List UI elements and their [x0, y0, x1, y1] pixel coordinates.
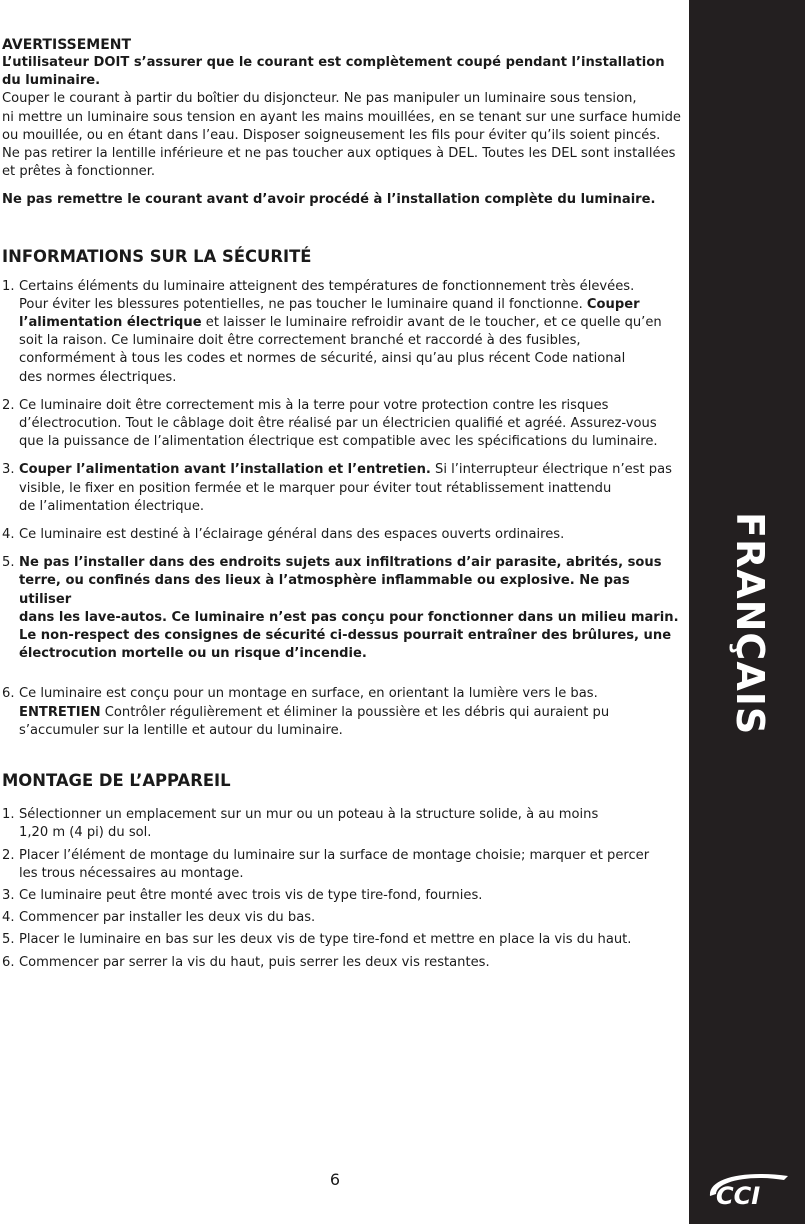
mounting-list	[2, 806, 686, 972]
page-number: 6	[329, 1170, 341, 1189]
warning-body-line: ou mouillée, ou en étant dans l’eau. Disposer soigneusement les fils pour éviter qu’ils soient pincés.	[2, 127, 661, 143]
warning-subtitle-line1: L’utilisateur DOIT s’assurer que le courant est complètement coupé pendant l’installation	[2, 55, 665, 70]
mounting-item-5: 5. Placer le luminaire en bas sur les deux vis de type tire-fond et mettre en place la vis du haut.	[2, 932, 632, 948]
warning-subtitle-line2: du luminaire.	[2, 73, 101, 89]
safety-item-6: 6. Ce luminaire est conçu pour un montage en surface, en orientant la lumière vers le bas. ENTRETIEN Contrôler régulièrement et éliminer la poussière et les débris qui auraient pu s’accumuler sur la lentille et autour du luminaire.	[2, 686, 610, 738]
safety-item-4: 4. Ce luminaire est destiné à l’éclairage général dans des espaces ouverts ordinaires.	[2, 527, 565, 543]
mounting-item-4: 4. Commencer par installer les deux vis du bas.	[2, 910, 316, 926]
warning-body-line: Ne pas retirer la lentille inférieure et ne pas toucher aux optiques à DEL. Toutes les DEL sont installées	[2, 146, 676, 162]
mounting-item-2: 2. Placer l’élément de montage du luminaire sur la surface de montage choisie; marquer et percer les trous nécessaires au montage.	[2, 847, 650, 881]
language-label: FRANÇAIS	[728, 512, 772, 736]
safety-item-3: 3. Couper l’alimentation avant l’installation et l’entretien. Si l’interrupteur électrique n’est pas visible, le fixer en position fermée et le marquer pour éviter tout rétablissement inattendu de l’alimentation électrique.	[2, 462, 672, 514]
safety-list	[2, 278, 686, 740]
cci-logo	[704, 1166, 792, 1210]
safety-section-title: INFORMATIONS SUR LA SÉCURITÉ	[2, 246, 312, 266]
safety-item-2: 2. Ce luminaire doit être correctement mis à la terre pour votre protection contre les risques d’électrocution. Tout le câblage doit être réalisé par un électricien qualifié et agréé. Assurez-vous que la puissance de l’alimentation électrique est compatible avec les spécifications du luminaire.	[2, 397, 658, 450]
document-body	[2, 36, 686, 972]
warning-body-line: et prêtes à fonctionner.	[2, 164, 156, 180]
mounting-section-title: MONTAGE DE L’APPAREIL	[2, 771, 231, 791]
mounting-item-1: 1. Sélectionner un emplacement sur un mur ou un poteau à la structure solide, à au moins 1,20 m (4 pi) du sol.	[2, 807, 599, 841]
mounting-item-6: 6. Commencer par serrer la vis du haut, puis serrer les deux vis restantes.	[2, 954, 490, 970]
warning-final-notice: Ne pas remettre le courant avant d’avoir procédé à l’installation complète du luminaire.	[2, 192, 656, 208]
mounting-item-3: 3. Ce luminaire peut être monté avec trois vis de type tire-fond, fournies.	[2, 887, 483, 903]
warning-title: AVERTISSEMENT	[2, 37, 132, 53]
safety-item-5: 5. Ne pas l’installer dans des endroits sujets aux infiltrations d’air parasite, abrités, sous terre, ou confinés dans des lieux à l’atmosphère inflammable ou explosive. Ne pas utiliser dans les lave-autos. Ce luminaire n’est pas conçu pour fonctionner dans un milieu marin. Le non-respect des consignes de sécurité ci-dessus pourrait entraîner des brûlures, une électrocution mortelle ou un risque d’incendie.	[2, 555, 679, 662]
safety-item-1: 1. Certains éléments du luminaire atteignent des températures de fonctionnement très élevées. Pour éviter les blessures potentielles, ne pas toucher le luminaire quand il fonctionne. Couper l’alimentation électrique et laisser le luminaire refroidir avant de le toucher, et ce quelle qu’en soit la raison. Ce luminaire doit être correctement branché et raccordé à des fusibles, conformément à tous les codes et normes de sécurité, ainsi qu’au plus récent Code national des normes électriques.	[2, 278, 662, 385]
logo-text: CCI	[716, 1182, 761, 1210]
warning-body-line: Couper le courant à partir du boîtier du disjoncteur. Ne pas manipuler un luminaire sous tension,	[2, 91, 637, 107]
warning-body-line: ni mettre un luminaire sous tension en ayant les mains mouillées, en se tenant sur une surface humide	[2, 109, 681, 125]
